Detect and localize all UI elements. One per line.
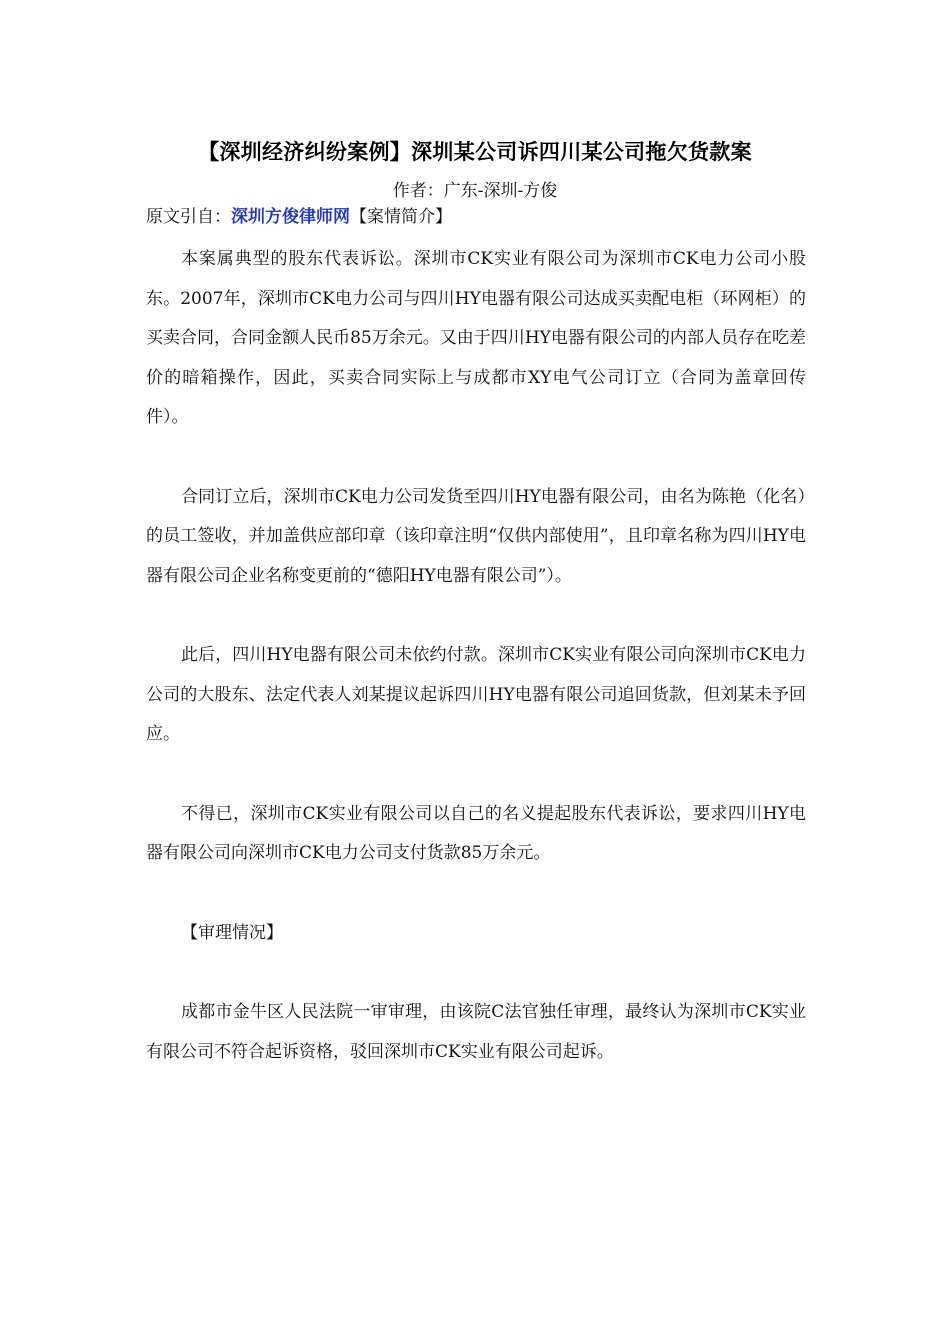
source-prefix: 原文引自： (146, 207, 231, 227)
paragraph: 成都市金牛区人民法院一审审理，由该院C法官独任审理，最终认为深圳市CK实业有限公司不符合起诉资格，驳回深圳市CK实业有限公司起诉。 (146, 1002, 806, 1062)
section-heading-trial: 【审理情况】 (181, 922, 283, 943)
section-heading-case-summary: 【案情简介】 (350, 207, 452, 227)
paragraph-spacer (146, 953, 806, 993)
paragraph-spacer (146, 755, 806, 795)
source-link[interactable]: 深圳方俊律师网 (231, 207, 350, 227)
paragraph: 不得已，深圳市CK实业有限公司以自己的名义提起股东代表诉讼，要求四川HY电器有限公司向深圳市CK电力公司支付货款85万余元。 (146, 803, 806, 863)
document-title: 【深圳经济纠纷案例】深圳某公司诉四川某公司拖欠货款案 (198, 140, 752, 164)
paragraph: 合同订立后，深圳市CK电力公司发货至四川HY电器有限公司，由名为陈艳（化名）的员工签收，并加盖供应部印章（该印章注明“仅供内部使用”，且印章名称为四川HY电器有限公司企业名称变更前的“德阳HY电器有限公司”）。 (146, 486, 806, 586)
paragraph-spacer (146, 874, 806, 914)
paragraph: 此后，四川HY电器有限公司未依约付款。深圳市CK实业有限公司向深圳市CK电力公司的大股东、法定代表人刘某提议起诉四川HY电器有限公司追回货款，但刘某未予回应。 (146, 645, 806, 744)
paragraph-spacer (146, 438, 806, 478)
source-line (146, 202, 452, 227)
paragraph-spacer (146, 596, 806, 636)
document-body (146, 240, 806, 1072)
paragraph: 本案属典型的股东代表诉讼。深圳市CK实业有限公司为深圳市CK电力公司小股东。2007年，深圳市CK电力公司与四川HY电器有限公司达成买卖配电柜（环网柜）的买卖合同，合同金额人民币85万余元。又由于四川HY电器有限公司的内部人员存在吃差价的暗箱操作，因此，买卖合同实际上与成都市XY电气公司订立（合同为盖章回传件）。 (146, 249, 806, 427)
author-line: 作者：广东-深圳-方俊 (392, 181, 558, 201)
